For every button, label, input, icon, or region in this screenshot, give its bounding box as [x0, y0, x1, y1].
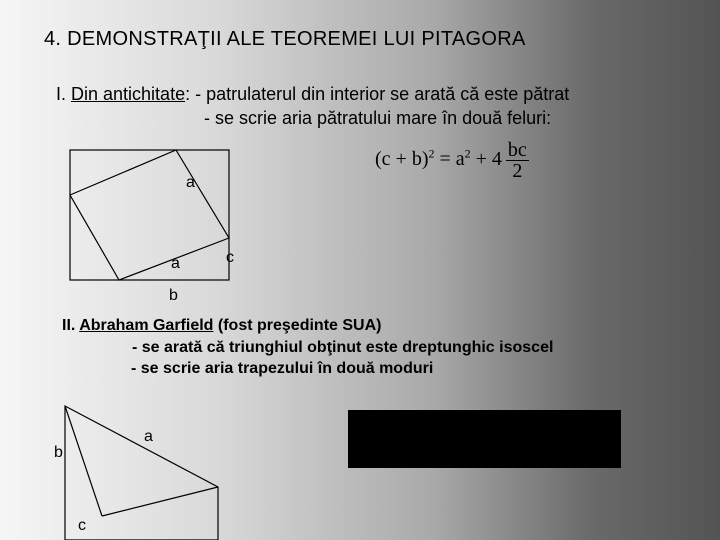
label-a-bottom: a [171, 255, 180, 272]
section2-line2: - se arată că triunghiul obţinut este dreptunghic isoscel [132, 339, 554, 356]
section2-link[interactable]: Abraham Garfield [79, 317, 214, 334]
outer-square [70, 150, 229, 280]
section2-line1 [62, 317, 381, 335]
square-diagram [70, 150, 229, 280]
label-c: c [78, 517, 86, 534]
section2-prefix: II. [62, 317, 80, 334]
label-b: b [169, 287, 178, 304]
black-box [348, 410, 621, 468]
formula-mid: = a [434, 148, 465, 171]
section2-line3: - se scrie aria trapezului în două moduri [131, 360, 434, 377]
formula-lhs: (c + b) [375, 148, 429, 171]
page-title: 4. DEMONSTRAŢII ALE TEOREMEI LUI PITAGORA [44, 28, 526, 50]
section1-prefix: I. [56, 84, 72, 104]
label-a-top: a [186, 174, 195, 191]
label-c: c [226, 249, 234, 266]
section2-line1-text: (fost preşedinte SUA) [213, 317, 382, 334]
label-b: b [54, 444, 63, 461]
section1-line1-text: : - patrulaterul din interior se arată că este pătrat [185, 84, 570, 104]
label-a: a [144, 428, 153, 445]
formula-numerator: bc [507, 139, 527, 161]
triangle-side [102, 487, 218, 516]
inner-square [70, 150, 229, 280]
section1-line2: - se scrie aria pătratului mare în două feluri: [204, 108, 552, 128]
formula-plus: + 4 [470, 148, 502, 171]
formula-denominator: 2 [512, 160, 523, 182]
section1-link[interactable]: Din antichitate [71, 84, 186, 104]
formula-mid-exp: 2 [464, 146, 471, 161]
trapezoid-diagram [65, 406, 218, 540]
formula-lhs-exp: 2 [428, 146, 435, 161]
